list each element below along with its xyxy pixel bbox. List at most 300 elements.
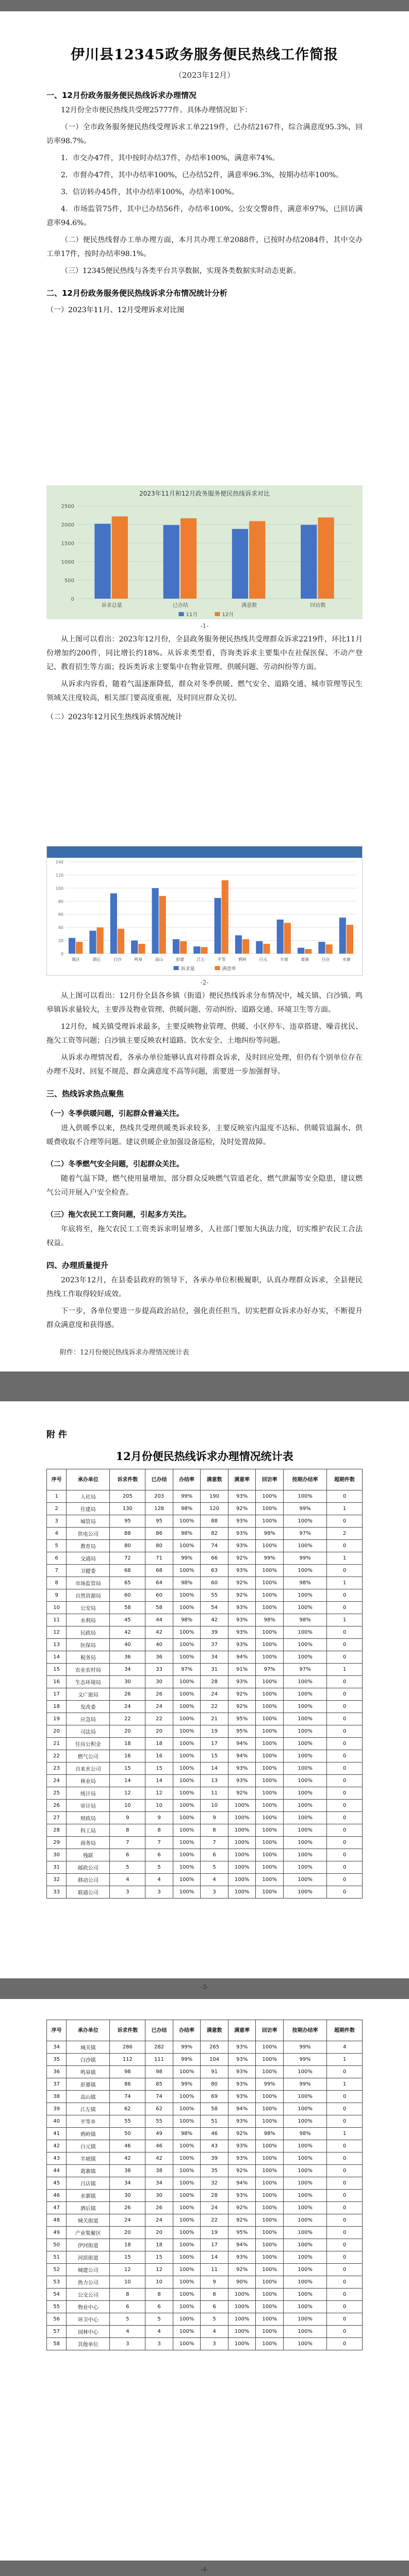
column-header: 超期件数 bbox=[327, 2020, 363, 2041]
table-cell: 0 bbox=[327, 1540, 363, 1552]
table-row bbox=[47, 1812, 363, 1824]
table-cell: 34 bbox=[145, 2177, 173, 2190]
table-cell: 100% bbox=[173, 1676, 201, 1688]
table-cell: 94% bbox=[228, 2177, 256, 2190]
table-row bbox=[47, 1775, 363, 1787]
table-cell: 99% bbox=[256, 1552, 284, 1565]
table-cell: 1 bbox=[327, 2128, 363, 2140]
table-cell: 71 bbox=[145, 1552, 173, 1565]
table-row bbox=[47, 1800, 363, 1812]
column-header: 回访率 bbox=[256, 2020, 284, 2041]
table-cell: 100% bbox=[256, 1886, 284, 1899]
table-row bbox=[47, 1886, 363, 1899]
table-cell: 100% bbox=[228, 2326, 256, 2338]
table-cell: 15 bbox=[47, 1664, 67, 1676]
table-cell: 23 bbox=[47, 1762, 67, 1775]
table-cell: 31 bbox=[201, 1664, 228, 1676]
table-cell: 99% bbox=[173, 2054, 201, 2066]
table-row bbox=[47, 2041, 363, 2054]
table-cell: 60 bbox=[201, 1577, 228, 1589]
table-cell: 0 bbox=[327, 1688, 363, 1701]
table-cell: 教育局 bbox=[67, 1540, 110, 1552]
table-cell: 100% bbox=[283, 1762, 326, 1775]
paragraph: （一）全市政务服务便民热线受理诉求工单2219件，已办结2167件，综合满意度95.3%，回访率98.7%。 bbox=[46, 123, 363, 145]
table-cell: 99% bbox=[283, 1503, 326, 1515]
table-cell: 24 bbox=[110, 1701, 145, 1713]
table-cell: 94% bbox=[228, 1651, 256, 1664]
bar bbox=[215, 898, 221, 954]
table-cell: 100% bbox=[283, 2177, 326, 2190]
table-cell: 100% bbox=[173, 1787, 201, 1800]
table-row bbox=[47, 1713, 363, 1725]
table-cell: 93% bbox=[228, 1614, 256, 1626]
table-cell: 6 bbox=[110, 1849, 145, 1861]
bar bbox=[76, 942, 83, 954]
chart-1-container bbox=[46, 485, 363, 619]
table-cell: 41 bbox=[47, 2128, 67, 2140]
table-cell: 9 bbox=[201, 2276, 228, 2289]
table-row bbox=[47, 2202, 363, 2214]
table-cell: 49 bbox=[145, 2128, 173, 2140]
legend-swatch bbox=[179, 612, 184, 616]
table-cell: 林业局 bbox=[67, 1775, 110, 1787]
table-cell: 80 bbox=[110, 1540, 145, 1552]
table-cell: 100% bbox=[283, 1713, 326, 1725]
table-cell: 0 bbox=[327, 1800, 363, 1812]
table-cell: 8 bbox=[201, 2289, 228, 2301]
table-cell: 32 bbox=[47, 1874, 67, 1886]
table-cell: 平等乡 bbox=[67, 2115, 110, 2128]
table-cell: 100% bbox=[283, 1565, 326, 1577]
column-header: 序号 bbox=[47, 1469, 67, 1490]
table-cell: 10 bbox=[47, 1602, 67, 1614]
table-cell: 1 bbox=[327, 1552, 363, 1565]
table-cell: 203 bbox=[145, 1490, 173, 1503]
table-cell: 93% bbox=[228, 2066, 256, 2078]
column-header: 满意率 bbox=[228, 1469, 256, 1490]
stats-table-1 bbox=[46, 1469, 363, 1899]
table-cell: 11 bbox=[201, 1787, 228, 1800]
paragraph: 3．信访转办45件，其中办结率100%，办结率100%。 bbox=[61, 188, 239, 196]
table-row bbox=[47, 1626, 363, 1639]
table-cell: 92% bbox=[228, 1552, 256, 1565]
table-cell: 91 bbox=[201, 2066, 228, 2078]
table-cell: 43 bbox=[47, 2153, 67, 2165]
table-cell: 统计局 bbox=[67, 1787, 110, 1800]
page-1-cont bbox=[0, 485, 409, 825]
legend-swatch bbox=[174, 966, 179, 970]
table-cell: 130 bbox=[110, 1503, 145, 1515]
table-cell: 0 bbox=[327, 1565, 363, 1577]
legend-label: 满意率 bbox=[222, 967, 236, 972]
table-row bbox=[47, 1738, 363, 1750]
table-cell: 54 bbox=[201, 1602, 228, 1614]
table-cell: 100% bbox=[283, 1639, 326, 1651]
table-cell: 56 bbox=[47, 2313, 67, 2326]
table-cell: 99% bbox=[173, 2078, 201, 2091]
table-cell: 100% bbox=[283, 1515, 326, 1528]
table-cell: 0 bbox=[327, 2140, 363, 2153]
table-cell: 100% bbox=[283, 2091, 326, 2103]
table-cell: 15 bbox=[145, 1762, 173, 1775]
x-tick-label: 水寨 bbox=[342, 957, 351, 962]
column-header: 承办单位 bbox=[67, 1469, 110, 1490]
table-cell: 100% bbox=[173, 1824, 201, 1837]
column-header: 满意数 bbox=[201, 2020, 228, 2041]
table-cell: 审计局 bbox=[67, 1800, 110, 1812]
table-cell: 30 bbox=[47, 1849, 67, 1861]
table-cell: 100% bbox=[256, 1713, 284, 1725]
table-cell: 住建局 bbox=[67, 1503, 110, 1515]
table-cell: 葛寨镇 bbox=[67, 2165, 110, 2177]
table-cell: 26 bbox=[145, 2202, 173, 2214]
table-cell: 0 bbox=[327, 1874, 363, 1886]
bar bbox=[94, 524, 110, 599]
table-cell: 100% bbox=[283, 1886, 326, 1899]
table-cell: 15 bbox=[145, 2251, 173, 2264]
table-cell: 18 bbox=[145, 2239, 173, 2251]
table-cell: 4 bbox=[201, 1874, 228, 1886]
x-tick-label: 白沙 bbox=[113, 957, 122, 962]
table-cell: 65 bbox=[110, 1577, 145, 1589]
bar bbox=[152, 888, 158, 954]
table-cell: 100% bbox=[173, 2313, 201, 2326]
table-cell: 18 bbox=[145, 1738, 173, 1750]
table-cell: 99% bbox=[283, 2054, 326, 2066]
bar bbox=[347, 925, 353, 954]
table-cell: 42 bbox=[110, 2153, 145, 2165]
table-row bbox=[47, 1639, 363, 1651]
table-row bbox=[47, 1837, 363, 1849]
table-cell: 14 bbox=[201, 1762, 228, 1775]
table-cell: 100% bbox=[256, 1540, 284, 1552]
table-cell: 42 bbox=[145, 1626, 173, 1639]
table-cell: 100% bbox=[256, 1800, 284, 1812]
table-cell: 0 bbox=[327, 2338, 363, 2350]
table-cell: 联通公司 bbox=[67, 1886, 110, 1899]
x-tick-label: 白元 bbox=[259, 957, 268, 962]
table-cell: 100% bbox=[256, 1874, 284, 1886]
table-cell: 9 bbox=[110, 1812, 145, 1824]
y-tick-label: 60 bbox=[58, 912, 63, 917]
table-cell: 产业集聚区 bbox=[67, 2227, 110, 2239]
table-cell: 92% bbox=[228, 1787, 256, 1800]
table-cell: 100% bbox=[283, 1861, 326, 1874]
y-tick-label: 0 bbox=[71, 597, 74, 602]
table-cell: 95% bbox=[228, 1725, 256, 1738]
y-tick-label: 1000 bbox=[61, 560, 74, 565]
table-cell: 100% bbox=[256, 2214, 284, 2227]
bar bbox=[256, 941, 263, 954]
table-cell: 市场监管局 bbox=[67, 1577, 110, 1589]
bar bbox=[298, 948, 304, 954]
table-cell: 100% bbox=[256, 2165, 284, 2177]
table-cell: 72 bbox=[110, 1552, 145, 1565]
table-cell: 45 bbox=[47, 2177, 67, 2190]
paragraph: 2023年12月，在县委县政府的领导下，各承办单位积极履职，认真办理群众诉求，全县便民热线工作取得较好成效。 bbox=[46, 1276, 363, 1298]
table-cell: 100% bbox=[283, 2115, 326, 2128]
x-tick-label: 吕店 bbox=[321, 957, 330, 962]
table-cell: 农业农村局 bbox=[67, 1664, 110, 1676]
bar bbox=[318, 942, 325, 954]
paragraph: 从诉求办理情况看，各承办单位能够认真对待群众诉求，及时回应处理，但仍有个别单位存在办理不及时、回复不规范、群众满意度不高等问题，需要进一步加强督导。 bbox=[46, 1054, 363, 1076]
table-cell: 4 bbox=[327, 2041, 363, 2054]
table-cell: 100% bbox=[173, 1738, 201, 1750]
table-cell: 0 bbox=[327, 2190, 363, 2202]
table-cell: 6 bbox=[145, 2301, 173, 2313]
column-header: 办结率 bbox=[173, 1469, 201, 1490]
table-cell: 100% bbox=[283, 1874, 326, 1886]
table-cell: 20 bbox=[47, 1725, 67, 1738]
table-cell: 100% bbox=[256, 1565, 284, 1577]
table-cell: 93% bbox=[228, 2190, 256, 2202]
table-cell: 43 bbox=[201, 2140, 228, 2153]
legend-label: 诉求量 bbox=[181, 967, 195, 972]
table-cell: 44 bbox=[145, 1614, 173, 1626]
table-cell: 100% bbox=[256, 1503, 284, 1515]
table-cell: 100% bbox=[256, 1515, 284, 1528]
table-cell: 93% bbox=[228, 1565, 256, 1577]
table-cell: 100% bbox=[283, 1688, 326, 1701]
paragraph: 1．市交办47件，其中按时办结37件，办结率100%，满意率74%。 bbox=[61, 154, 280, 162]
table-cell: 100% bbox=[283, 1540, 326, 1552]
table-cell: 92% bbox=[228, 2202, 256, 2214]
x-tick-label: 酒后 bbox=[92, 957, 101, 962]
y-tick-label: 80 bbox=[58, 899, 63, 904]
section-1-heading: 一、12月份政务服务便民热线诉求办理情况 bbox=[46, 91, 197, 100]
table-row bbox=[47, 2103, 363, 2115]
table-cell: 司法局 bbox=[67, 1725, 110, 1738]
table-cell: 128 bbox=[145, 1503, 173, 1515]
table-cell: 98 bbox=[110, 2066, 145, 2078]
table-cell: 100% bbox=[256, 1775, 284, 1787]
bar bbox=[232, 529, 248, 599]
table-cell: 13 bbox=[47, 1639, 67, 1651]
table-row bbox=[47, 2239, 363, 2251]
table-row bbox=[47, 2115, 363, 2128]
table-cell: 42 bbox=[47, 2140, 67, 2153]
table-cell: 12 bbox=[110, 1787, 145, 1800]
page-3 bbox=[0, 1401, 409, 1978]
column-header: 诉求件数 bbox=[110, 1469, 145, 1490]
table-cell: 100% bbox=[256, 1837, 284, 1849]
table-cell: 0 bbox=[327, 1738, 363, 1750]
legend-swatch bbox=[215, 966, 220, 970]
appendix-label: 附 件 bbox=[46, 1430, 67, 1440]
table-cell: 92% bbox=[228, 1503, 256, 1515]
paragraph: 从诉求内容看，随着气温逐渐降低，群众对冬季供暖、燃气安全、道路交通、城市管理等民生领域关注度较高，相关部门要高度重视，及时回应群众关切。 bbox=[46, 680, 363, 702]
table-cell: 91% bbox=[228, 1664, 256, 1676]
table-cell: 100% bbox=[283, 1775, 326, 1787]
table-cell: 98% bbox=[256, 1614, 284, 1626]
section-2-heading: 二、12月份政务服务便民热线诉求分布情况统计分析 bbox=[46, 289, 227, 298]
table-cell: 68 bbox=[145, 1565, 173, 1577]
table-cell: 100% bbox=[256, 2066, 284, 2078]
table-cell: 38 bbox=[110, 2165, 145, 2177]
table-cell: 河滨街道 bbox=[67, 2251, 110, 2264]
table-cell: 47 bbox=[47, 2202, 67, 2214]
column-header: 回访率 bbox=[256, 1469, 284, 1490]
table-cell: 93% bbox=[228, 1762, 256, 1775]
table-cell: 8 bbox=[201, 1824, 228, 1837]
table-cell: 16 bbox=[110, 1750, 145, 1762]
table-cell: 5 bbox=[145, 1861, 173, 1874]
table-cell: 0 bbox=[327, 1775, 363, 1787]
table-cell: 100% bbox=[283, 2338, 326, 2350]
table-cell: 29 bbox=[47, 1837, 67, 1849]
table-cell: 100% bbox=[228, 1800, 256, 1812]
table-cell: 40 bbox=[145, 1639, 173, 1651]
table-cell: 11 bbox=[201, 2264, 228, 2276]
table-row bbox=[47, 2338, 363, 2350]
table-cell: 100% bbox=[256, 1490, 284, 1503]
table-cell: 12 bbox=[145, 1787, 173, 1800]
paragraph: 从上图可以看出：2023年12月份，全县政务服务便民热线共受理群众诉求2219件，环比11月份增加约200件，同比增长约18%。从诉求类型看，咨询类诉求主要集中在社保医保、不动产登记、教育招生等方面；投诉类诉求主要集中在物业管理、供暖问题、劳动纠纷等方面。 bbox=[46, 635, 363, 671]
table-title: 12月份便民热线诉求办理情况统计表 bbox=[116, 1450, 293, 1463]
table-cell: 53 bbox=[47, 2276, 67, 2289]
table-cell: 0 bbox=[327, 2091, 363, 2103]
table-row bbox=[47, 2128, 363, 2140]
table-row bbox=[47, 1552, 363, 1565]
table-cell: 0 bbox=[327, 1626, 363, 1639]
table-cell: 100% bbox=[283, 2103, 326, 2115]
table-cell: 100% bbox=[283, 2202, 326, 2214]
table-cell: 58 bbox=[110, 1602, 145, 1614]
table-cell: 100% bbox=[173, 2190, 201, 2202]
table-cell: 100% bbox=[283, 1738, 326, 1750]
table-cell: 111 bbox=[145, 2054, 173, 2066]
document-date: （2023年12月） bbox=[174, 71, 235, 80]
table-cell: 24 bbox=[110, 2214, 145, 2227]
table-cell: 100% bbox=[256, 2202, 284, 2214]
table-cell: 100% bbox=[228, 1874, 256, 1886]
table-cell: 住房公积金 bbox=[67, 1738, 110, 1750]
table-cell: 100% bbox=[283, 1490, 326, 1503]
table-cell: 9 bbox=[47, 1589, 67, 1602]
table-cell: 15 bbox=[110, 1762, 145, 1775]
table-cell: 100% bbox=[173, 1515, 201, 1528]
table-cell: 55 bbox=[47, 2301, 67, 2313]
table-cell: 51 bbox=[201, 2115, 228, 2128]
table-cell: 鸦岭镇 bbox=[67, 2128, 110, 2140]
table-cell: 发改委 bbox=[67, 1701, 110, 1713]
table-cell: 26 bbox=[47, 1800, 67, 1812]
table-cell: 97% bbox=[256, 1664, 284, 1676]
table-cell: 93% bbox=[228, 2091, 256, 2103]
table-cell: 100% bbox=[283, 1750, 326, 1762]
table-cell: 0 bbox=[327, 2289, 363, 2301]
table-cell: 9 bbox=[201, 1812, 228, 1824]
table-cell: 92% bbox=[228, 1577, 256, 1589]
table-cell: 14 bbox=[145, 1775, 173, 1787]
table-cell: 3 bbox=[47, 1515, 67, 1528]
table-cell: 0 bbox=[327, 2103, 363, 2115]
table-cell: 98% bbox=[173, 1503, 201, 1515]
table-row bbox=[47, 1664, 363, 1676]
chart-title: 2023年11月和12月政务服务便民热线诉求对比 bbox=[139, 490, 270, 497]
table-cell: 94% bbox=[228, 2239, 256, 2251]
table-cell: 92% bbox=[228, 1701, 256, 1713]
table-cell: 100% bbox=[283, 1676, 326, 1688]
y-tick-label: 500 bbox=[64, 578, 74, 584]
x-tick-label: 平等 bbox=[217, 957, 226, 962]
table-cell: 88 bbox=[110, 1528, 145, 1540]
table-cell: 100% bbox=[283, 2239, 326, 2251]
table-row bbox=[47, 2313, 363, 2326]
y-tick-label: 140 bbox=[55, 860, 63, 865]
table-row bbox=[47, 2078, 363, 2091]
table-cell: 邮政公司 bbox=[67, 1861, 110, 1874]
table-cell: 100% bbox=[256, 2115, 284, 2128]
bar bbox=[173, 939, 179, 954]
table-cell: 31 bbox=[47, 1861, 67, 1874]
page-1 bbox=[0, 11, 409, 485]
table-cell: 3 bbox=[110, 1886, 145, 1899]
bar bbox=[235, 935, 242, 954]
chart-2-container bbox=[46, 846, 363, 976]
table-cell: 22 bbox=[201, 1701, 228, 1713]
table-cell: 100% bbox=[228, 2289, 256, 2301]
table-cell: 100% bbox=[256, 1688, 284, 1701]
table-cell: 100% bbox=[228, 1849, 256, 1861]
table-cell: 97% bbox=[283, 1528, 326, 1540]
table-cell: 58 bbox=[47, 2338, 67, 2350]
column-header: 诉求件数 bbox=[110, 2020, 145, 2041]
section-4-heading: 四、办理质量提升 bbox=[46, 1261, 109, 1270]
table-cell: 99% bbox=[173, 2041, 201, 2054]
table-cell: 100% bbox=[283, 1651, 326, 1664]
table-cell: 其他单位 bbox=[67, 2338, 110, 2350]
table-cell: 58 bbox=[201, 2103, 228, 2115]
table-cell: 100% bbox=[173, 1886, 201, 1899]
table-cell: 93% bbox=[228, 1540, 256, 1552]
table-cell: 98% bbox=[256, 2128, 284, 2140]
table-cell: 100% bbox=[256, 2338, 284, 2350]
table-cell: 10 bbox=[110, 2276, 145, 2289]
table-cell: 17 bbox=[201, 1738, 228, 1750]
table-cell: 58 bbox=[145, 1602, 173, 1614]
table-cell: 5 bbox=[201, 1861, 228, 1874]
table-cell: 28 bbox=[201, 2190, 228, 2202]
table-cell: 92% bbox=[228, 2264, 256, 2276]
table-cell: 高山镇 bbox=[67, 2091, 110, 2103]
x-tick-label: 满意数 bbox=[241, 603, 257, 608]
x-tick-label: 高山 bbox=[155, 957, 163, 962]
table-cell: 财政局 bbox=[67, 1812, 110, 1824]
table-cell: 100% bbox=[283, 2214, 326, 2227]
table-cell: 100% bbox=[173, 2091, 201, 2103]
table-row bbox=[47, 1750, 363, 1762]
table-cell: 6 bbox=[47, 1552, 67, 1565]
table-cell: 江左镇 bbox=[67, 2103, 110, 2115]
paragraph: 下一步，各单位要进一步提高政治站位，强化责任担当，切实把群众诉求办好办实，不断提升群众满意度和获得感。 bbox=[46, 1307, 363, 1329]
table-row bbox=[47, 2190, 363, 2202]
table-cell: 100% bbox=[256, 2289, 284, 2301]
chart-header-band bbox=[47, 846, 362, 858]
table-cell: 水寨镇 bbox=[67, 2190, 110, 2202]
table-cell: 100% bbox=[173, 2227, 201, 2239]
bar bbox=[131, 941, 138, 954]
table-cell: 0 bbox=[327, 2177, 363, 2190]
table-cell: 100% bbox=[173, 1874, 201, 1886]
table-cell: 93% bbox=[228, 1676, 256, 1688]
x-tick-label: 鸦岭 bbox=[238, 957, 247, 962]
column-header: 满意数 bbox=[201, 1469, 228, 1490]
table-cell: 86 bbox=[145, 1528, 173, 1540]
table-cell: 0 bbox=[327, 1725, 363, 1738]
table-cell: 5 bbox=[201, 2313, 228, 2326]
table-cell: 93% bbox=[228, 2115, 256, 2128]
